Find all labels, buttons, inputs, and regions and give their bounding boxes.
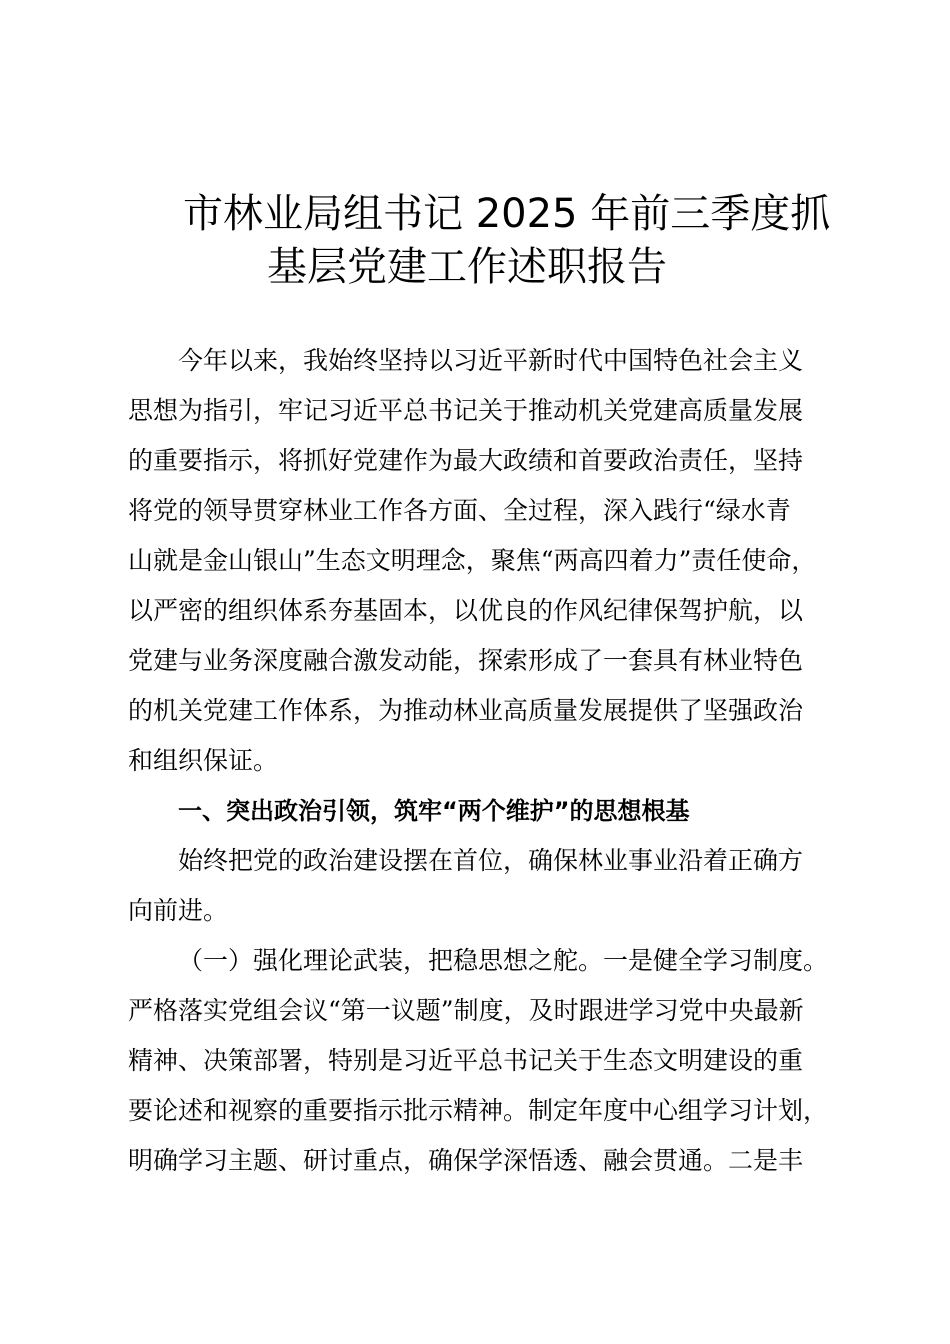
subsection-1-line-1: （一）强化理论武装，把稳思想之舵。一是健全学习制度。 — [178, 946, 829, 975]
intro-line-3: 的重要指示，将抓好党建作为最大政绩和首要政治责任，坚持 — [128, 446, 804, 475]
section-1-lead-line-1: 始终把党的政治建设摆在首位，确保林业事业沿着正确方 — [178, 846, 804, 875]
subsection-1-line-4: 要论述和视察的重要指示批示精神。制定年度中心组学习计划， — [128, 1096, 829, 1125]
subsection-1-line-5: 明确学习主题、研讨重点，确保学深悟透、融会贯通。二是丰 — [128, 1146, 804, 1175]
intro-line-2: 思想为指引，牢记习近平总书记关于推动机关党建高质量发展 — [128, 396, 804, 425]
subsection-1-line-2: 严格落实党组会议“第一议题”制度，及时跟进学习党中央最新 — [128, 996, 804, 1025]
intro-line-5: 山就是金山银山”生态文明理念，聚焦“两高四着力”责任使命， — [128, 546, 817, 575]
intro-line-6: 以严密的组织体系夯基固本，以优良的作风纪律保驾护航，以 — [128, 596, 804, 625]
intro-line-9: 和组织保证。 — [128, 746, 279, 775]
intro-line-7: 党建与业务深度融合激发动能，探索形成了一套具有林业特色 — [128, 646, 804, 675]
section-1-lead-line-2: 向前进。 — [128, 896, 229, 925]
subsection-1-line-3: 精神、决策部署，特别是习近平总书记关于生态文明建设的重 — [128, 1046, 804, 1075]
intro-line-1: 今年以来，我始终坚持以习近平新时代中国特色社会主义 — [178, 346, 804, 375]
section-1-heading: 一、突出政治引领，筑牢“两个维护”的思想根基 — [178, 797, 690, 825]
intro-line-8: 的机关党建工作体系，为推动林业高质量发展提供了坚强政治 — [128, 696, 804, 725]
intro-line-4: 将党的领导贯穿林业工作各方面、全过程，深入践行“绿水青 — [128, 496, 791, 525]
document-title-line-1: 市林业局组书记 2025 年前三季度抓 — [183, 191, 831, 237]
document-title-line-2: 基层党建工作述职报告 — [267, 244, 667, 290]
